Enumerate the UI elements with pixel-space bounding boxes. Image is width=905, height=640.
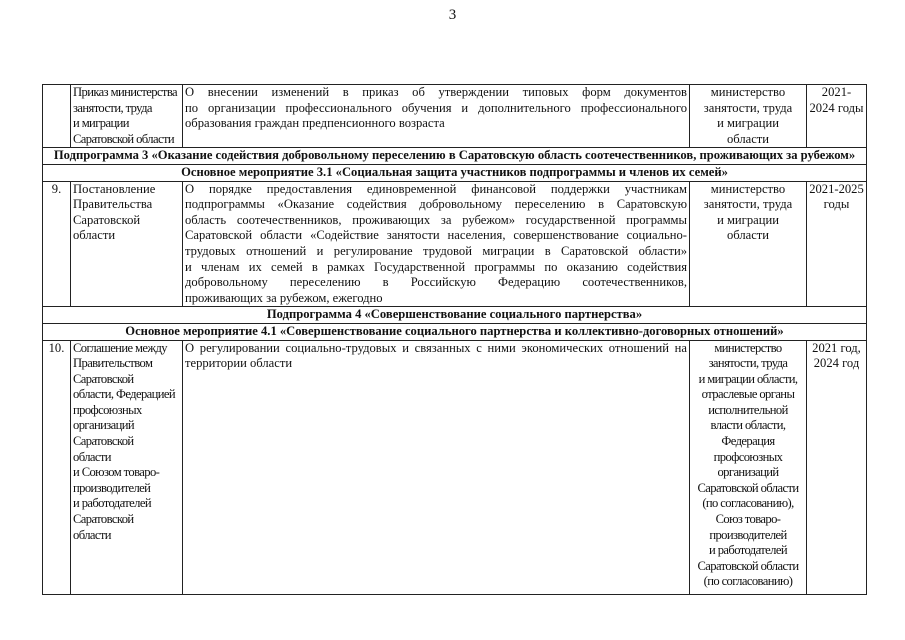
row-number: 9. bbox=[43, 181, 71, 307]
table-row bbox=[43, 85, 867, 148]
text-line: 2021- bbox=[821, 85, 852, 99]
term-cell bbox=[807, 181, 867, 307]
text-line: 2021 год, bbox=[812, 340, 861, 355]
text-line: по организации профессионального обучения и дополнительного профессионального bbox=[185, 100, 687, 115]
text-line: Приказ министерства bbox=[73, 85, 178, 99]
row-number: 10. bbox=[43, 340, 71, 594]
text-line: 2021-2025 bbox=[809, 181, 864, 196]
text-line: Постановление bbox=[73, 181, 156, 196]
text-line: Саратовской bbox=[73, 434, 134, 449]
subprogram-4-row bbox=[43, 307, 867, 324]
text-line: и миграции bbox=[717, 212, 779, 227]
text-line: организаций bbox=[73, 418, 135, 433]
text-line: производителей bbox=[709, 527, 787, 542]
page-number: 3 bbox=[448, 7, 457, 23]
text-line: Саратовской bbox=[73, 512, 134, 527]
responsible-cell bbox=[690, 85, 807, 148]
text-line: 2024 годы bbox=[809, 100, 864, 115]
responsible-cell bbox=[690, 340, 807, 594]
text-line: и членам их семей в рамках Государственной программы по оказанию содействия bbox=[185, 259, 687, 274]
text-line: Союз товаро- bbox=[715, 512, 781, 527]
text-line: О внесении изменений в приказ об утверждении типовых форм документов bbox=[185, 85, 687, 99]
text-line: министерство bbox=[710, 181, 786, 196]
text-line: занятости, труда bbox=[703, 100, 793, 115]
text-line: Саратовской bbox=[73, 371, 134, 386]
term-cell bbox=[807, 85, 867, 148]
text-line: Саратовской области «Содействие занятости населения, совершенствование социально- bbox=[185, 228, 687, 243]
table-row bbox=[43, 181, 867, 307]
text-line: и миграции области, bbox=[698, 371, 798, 386]
text-line: Саратовской области bbox=[73, 131, 175, 146]
text-line: Федерация bbox=[721, 434, 775, 449]
subprogram-3-row bbox=[43, 148, 867, 165]
text-line: (по согласованию) bbox=[703, 574, 793, 589]
document-type-cell bbox=[71, 181, 183, 307]
main-measure-4-1-row bbox=[43, 323, 867, 340]
text-line: министерство bbox=[714, 340, 782, 355]
text-line: власти области, bbox=[710, 418, 786, 433]
text-line: и Союзом товаро- bbox=[73, 465, 160, 480]
text-line: трудовых отношений и регулирование трудовой миграции в Саратовской области» bbox=[185, 243, 687, 258]
document-title-cell bbox=[183, 181, 690, 307]
text-line: области, Федерацией bbox=[73, 387, 176, 402]
text-line: профсоюзных bbox=[713, 449, 783, 464]
text-line: Правительством bbox=[73, 356, 153, 371]
document-title-cell bbox=[183, 85, 690, 148]
text-line: области bbox=[726, 131, 770, 146]
text-line: занятости, труда bbox=[703, 197, 793, 212]
text-line: занятости, труда bbox=[73, 100, 152, 115]
document-type-cell bbox=[71, 340, 183, 594]
text-line: проживающих за рубежом, ежегодно bbox=[185, 290, 383, 305]
text-line: министерство bbox=[710, 85, 786, 99]
text-line: годы bbox=[823, 197, 850, 212]
text-line: О регулировании социально-трудовых и связанных с ними экономических отношений на bbox=[185, 340, 687, 355]
row-number bbox=[43, 85, 71, 148]
text-line: Правительства bbox=[73, 197, 153, 212]
text-line: производителей bbox=[73, 480, 151, 495]
text-line: организаций bbox=[717, 465, 779, 480]
text-line: и миграции bbox=[717, 116, 779, 131]
text-line: области bbox=[73, 449, 111, 464]
text-line: 2024 год bbox=[813, 356, 860, 371]
text-line: отраслевые органы bbox=[701, 387, 795, 402]
text-line: исполнительной bbox=[708, 402, 788, 417]
text-line: и миграции bbox=[73, 116, 129, 131]
text-line: подпрограммы «Оказание содействия добровольному переселению в Саратовскую bbox=[185, 197, 687, 212]
text-line: Саратовской области bbox=[697, 480, 799, 495]
document-type-cell bbox=[71, 85, 183, 148]
text-line: и работодателей bbox=[73, 496, 151, 511]
text-line: территории области bbox=[185, 356, 293, 371]
section-heading: Основное мероприятие 4.1 «Совершенствование социального партнерства и коллективно-договорных отношений» bbox=[43, 323, 867, 340]
text-line: область соотечественников, проживающих за рубежом» государственной программы bbox=[185, 212, 687, 227]
table-row bbox=[43, 340, 867, 594]
section-heading: Подпрограмма 3 «Оказание содействия добровольному переселению в Саратовскую область соотечественников, проживающих за рубежом» bbox=[43, 148, 867, 165]
document-title-cell bbox=[183, 340, 690, 594]
section-heading: Подпрограмма 4 «Совершенствование социального партнерства» bbox=[43, 307, 867, 324]
section-heading: Основное мероприятие 3.1 «Социальная защита участников подпрограммы и членов их семей» bbox=[43, 164, 867, 181]
text-line: О порядке предоставления единовременной финансовой поддержки участникам bbox=[185, 181, 687, 196]
measures-table bbox=[42, 84, 867, 595]
main-measure-3-1-row bbox=[43, 164, 867, 181]
text-line: профсоюзных bbox=[73, 402, 142, 417]
text-line: образования граждан предпенсионного возраста bbox=[185, 116, 445, 131]
text-line: (по согласованию), bbox=[702, 496, 794, 511]
text-line: Саратовской bbox=[73, 212, 141, 227]
text-line: области bbox=[73, 527, 111, 542]
text-line: Саратовской области bbox=[697, 558, 799, 573]
term-cell bbox=[807, 340, 867, 594]
text-line: области bbox=[726, 228, 770, 243]
responsible-cell bbox=[690, 181, 807, 307]
text-line: области bbox=[73, 228, 116, 243]
text-line: занятости, труда bbox=[708, 356, 788, 371]
text-line: добровольному переселению в Российскую Федерацию соотечественников, bbox=[185, 275, 687, 290]
text-line: Соглашение между bbox=[73, 340, 167, 355]
text-line: и работодателей bbox=[709, 543, 787, 558]
